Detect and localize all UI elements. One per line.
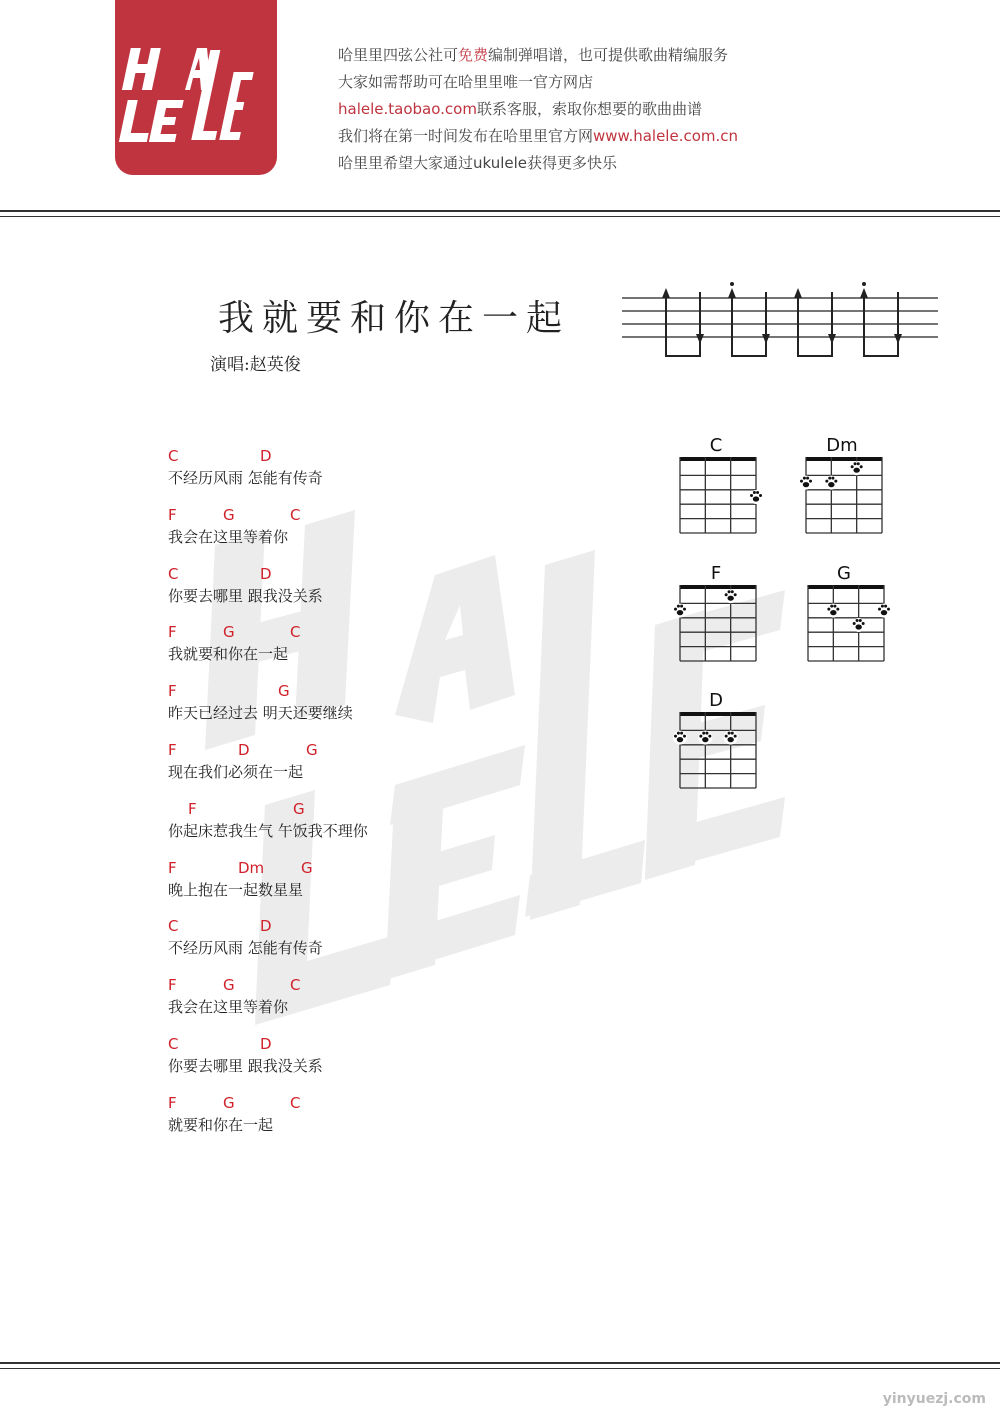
chord-grid <box>668 692 768 796</box>
chord-diagram-name: G <box>837 563 851 584</box>
intro-text-part: 大家如需帮助可在哈里里唯一官方网店 <box>338 73 594 91</box>
intro-line <box>338 42 738 69</box>
intro-line <box>338 96 738 123</box>
chord-label: F <box>168 976 177 995</box>
finger-dot <box>799 476 813 490</box>
chord-label: F <box>168 858 177 877</box>
intro-line <box>338 150 738 177</box>
chord-diagram-name: D <box>709 690 723 711</box>
lyric-text: 不经历风雨 怎能有传奇 <box>168 939 323 958</box>
chord-label: F <box>168 741 177 759</box>
intro-highlight: halele.taobao.com <box>338 100 477 118</box>
chord-label: C <box>290 976 301 995</box>
chord-diagram-name: F <box>710 563 722 584</box>
lyric-line <box>168 859 488 909</box>
chord-label: D <box>260 564 272 583</box>
footer-rule-bottom <box>0 1368 1000 1369</box>
intro-line <box>338 69 738 96</box>
lyric-text: 晚上抱在一起数星星 <box>168 880 304 899</box>
chord-label: C <box>168 917 179 936</box>
intro-highlight: www.halele.com.cn <box>593 127 739 145</box>
halele-logo-mark <box>115 0 277 175</box>
header-rule-top <box>0 210 1000 212</box>
song-title: 我就要和你在一起 <box>218 298 571 339</box>
chord-label: F <box>188 799 197 818</box>
chord-label: G <box>278 682 290 701</box>
lyric-line <box>168 741 488 791</box>
chord-grid <box>796 565 896 669</box>
lyric-line <box>168 800 488 850</box>
chord-label: Dm <box>238 858 265 877</box>
intro-text-part: 联系客服，索取你想要的歌曲曲谱 <box>476 100 702 118</box>
chord-label: C <box>290 1093 301 1112</box>
strum-pattern <box>622 282 942 362</box>
finger-dot <box>673 604 687 618</box>
chord-label: F <box>168 1093 177 1112</box>
lyric-text: 昨天已经过去 明天还要继续 <box>168 704 353 723</box>
chord-label: C <box>168 1035 179 1053</box>
chord-grid <box>668 565 768 669</box>
finger-dot <box>850 461 864 475</box>
chord-label: C <box>168 447 179 465</box>
lyric-line <box>168 1035 488 1085</box>
chord-label: G <box>301 858 313 877</box>
lyric-line <box>168 623 488 673</box>
lyric-text: 我会在这里等着你 <box>168 998 289 1017</box>
intro-text <box>338 42 738 177</box>
lyric-line <box>168 565 488 615</box>
chord-label: G <box>223 1093 235 1112</box>
chord-label: C <box>290 623 301 642</box>
intro-text-part: 我们将在第一时间发布在哈里里官方网 <box>338 127 594 145</box>
lyric-line <box>168 506 488 556</box>
lyric-text: 你要去哪里 跟我没关系 <box>168 586 323 605</box>
lyric-text: 现在我们必须在一起 <box>168 763 304 781</box>
chord-diagram-name: Dm <box>826 435 858 456</box>
chord-label: D <box>260 1035 272 1053</box>
intro-highlight: 免费 <box>458 46 489 64</box>
finger-dot <box>724 731 738 745</box>
finger-dot <box>824 476 838 490</box>
lyric-text: 你起床惹我生气 午饭我不理你 <box>168 821 368 840</box>
chord-label: D <box>238 741 250 759</box>
header-rule-bottom <box>0 216 1000 217</box>
chord-label: F <box>168 682 177 701</box>
finger-dot <box>877 604 891 618</box>
footer-rule-top <box>0 1362 1000 1364</box>
finger-dot <box>724 589 738 603</box>
chord-label: G <box>293 799 305 818</box>
lyric-line <box>168 447 488 497</box>
lyric-line <box>168 976 488 1026</box>
lyric-text: 我会在这里等着你 <box>168 527 289 546</box>
chord-grid <box>668 437 768 541</box>
chord-label: C <box>168 564 179 583</box>
chord-label: D <box>260 917 272 936</box>
finger-dot <box>826 604 840 618</box>
lyric-line <box>168 682 488 732</box>
finger-dot <box>698 731 712 745</box>
finger-dot <box>749 490 763 504</box>
chord-label: F <box>168 505 177 524</box>
chord-label: D <box>260 447 272 465</box>
chord-label: G <box>306 741 318 759</box>
finger-dot <box>673 731 687 745</box>
intro-text-part: 哈里里希望大家通过ukulele获得更多快乐 <box>338 154 618 172</box>
chord-label: G <box>223 623 235 642</box>
lyric-text: 我就要和你在一起 <box>168 645 289 664</box>
chord-label: C <box>290 505 301 524</box>
chord-diagram-name: C <box>709 435 723 456</box>
intro-text-part: 编制弹唱谱，也可提供歌曲精编服务 <box>488 46 729 64</box>
lyric-line <box>168 917 488 967</box>
intro-text-part: 哈里里四弦公社可 <box>338 46 459 64</box>
lyric-text: 你要去哪里 跟我没关系 <box>168 1057 323 1075</box>
finger-dot <box>852 618 866 632</box>
lyric-text: 就要和你在一起 <box>168 1115 274 1134</box>
song-singer: 演唱:赵英俊 <box>210 355 301 375</box>
chord-label: G <box>223 505 235 524</box>
chord-label: F <box>168 623 177 642</box>
lyric-line <box>168 1094 488 1144</box>
chord-grid <box>794 437 894 541</box>
halele-logo <box>115 0 277 175</box>
chord-label: G <box>223 976 235 995</box>
lyric-text: 不经历风雨 怎能有传奇 <box>168 469 323 487</box>
footer-credit: yinyuezj.com <box>882 1391 986 1407</box>
intro-line <box>338 123 738 150</box>
